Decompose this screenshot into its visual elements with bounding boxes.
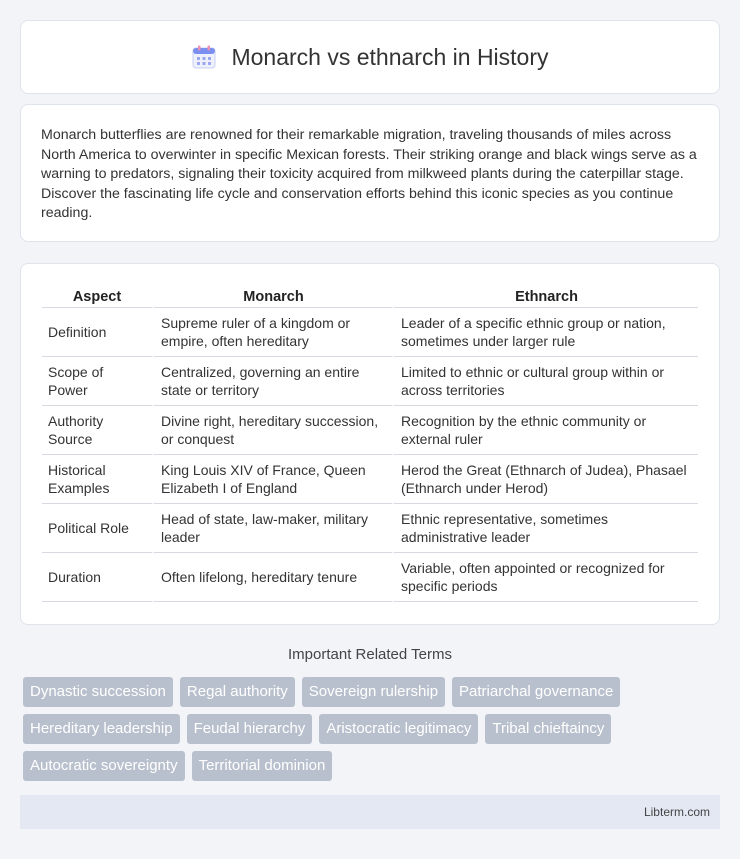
- related-term-tag[interactable]: Sovereign rulership: [302, 677, 445, 707]
- comparison-table-card: [20, 263, 720, 625]
- cell-ethnarch: Leader of a specific ethnic group or nation, sometimes under larger rule: [392, 308, 698, 357]
- cell-aspect: Duration: [42, 553, 152, 602]
- cell-aspect: Historical Examples: [42, 455, 152, 504]
- table-row: [42, 455, 698, 504]
- cell-monarch: Supreme ruler of a kingdom or empire, often hereditary: [152, 308, 392, 357]
- cell-ethnarch: Variable, often appointed or recognized for specific periods: [392, 553, 698, 602]
- table-row: [42, 357, 698, 406]
- cell-aspect: Political Role: [42, 504, 152, 553]
- related-term-tag[interactable]: Aristocratic legitimacy: [319, 714, 478, 744]
- related-terms-list: [23, 677, 723, 781]
- header-monarch: Monarch: [152, 284, 392, 308]
- table-row: [42, 553, 698, 602]
- cell-monarch: Centralized, governing an entire state or territory: [152, 357, 392, 406]
- related-term-tag[interactable]: Autocratic sovereignty: [23, 751, 185, 781]
- related-term-tag[interactable]: Feudal hierarchy: [187, 714, 313, 744]
- comparison-table: [42, 284, 698, 602]
- table-row: [42, 406, 698, 455]
- intro-text: Monarch butterflies are renowned for their remarkable migration, traveling thousands of miles across North America to overwinter in specific Mexican forests. Their striking orange and black wings serve as a warning to predators, signaling their toxicity acquired from milkweed plants during the caterpillar stage. Discover the fascinating life cycle and conservation efforts behind this iconic species as you continue reading.: [41, 127, 697, 221]
- cell-aspect: Authority Source: [42, 406, 152, 455]
- cell-monarch: Head of state, law-maker, military leader: [152, 504, 392, 553]
- table-row: [42, 308, 698, 357]
- cell-monarch: King Louis XIV of France, Queen Elizabeth I of England: [152, 455, 392, 504]
- footer-site-link[interactable]: Libterm.com: [643, 805, 710, 819]
- related-term-tag[interactable]: Dynastic succession: [23, 677, 173, 707]
- calendar-icon: [191, 44, 217, 70]
- related-term-tag[interactable]: Hereditary leadership: [23, 714, 180, 744]
- table-header-row: [42, 284, 698, 308]
- intro-card: [20, 104, 720, 242]
- cell-aspect: Scope of Power: [42, 357, 152, 406]
- header-ethnarch: Ethnarch: [392, 284, 698, 308]
- cell-ethnarch: Herod the Great (Ethnarch of Judea), Phasael (Ethnarch under Herod): [392, 455, 698, 504]
- related-term-tag[interactable]: Territorial dominion: [192, 751, 333, 781]
- related-term-tag[interactable]: Tribal chieftaincy: [485, 714, 611, 744]
- cell-ethnarch: Recognition by the ethnic community or external ruler: [392, 406, 698, 455]
- related-term-tag[interactable]: Patriarchal governance: [452, 677, 620, 707]
- related-terms-title: Important Related Terms: [288, 646, 452, 663]
- footer: [20, 795, 720, 829]
- header-aspect: Aspect: [42, 284, 152, 308]
- cell-monarch: Often lifelong, hereditary tenure: [152, 553, 392, 602]
- table-row: [42, 504, 698, 553]
- cell-ethnarch: Limited to ethnic or cultural group within or across territories: [392, 357, 698, 406]
- page-title: Monarch vs ethnarch in History: [231, 43, 549, 70]
- cell-ethnarch: Ethnic representative, sometimes administrative leader: [392, 504, 698, 553]
- cell-aspect: Definition: [42, 308, 152, 357]
- header-card: [20, 20, 720, 94]
- cell-monarch: Divine right, hereditary succession, or conquest: [152, 406, 392, 455]
- related-term-tag[interactable]: Regal authority: [180, 677, 295, 707]
